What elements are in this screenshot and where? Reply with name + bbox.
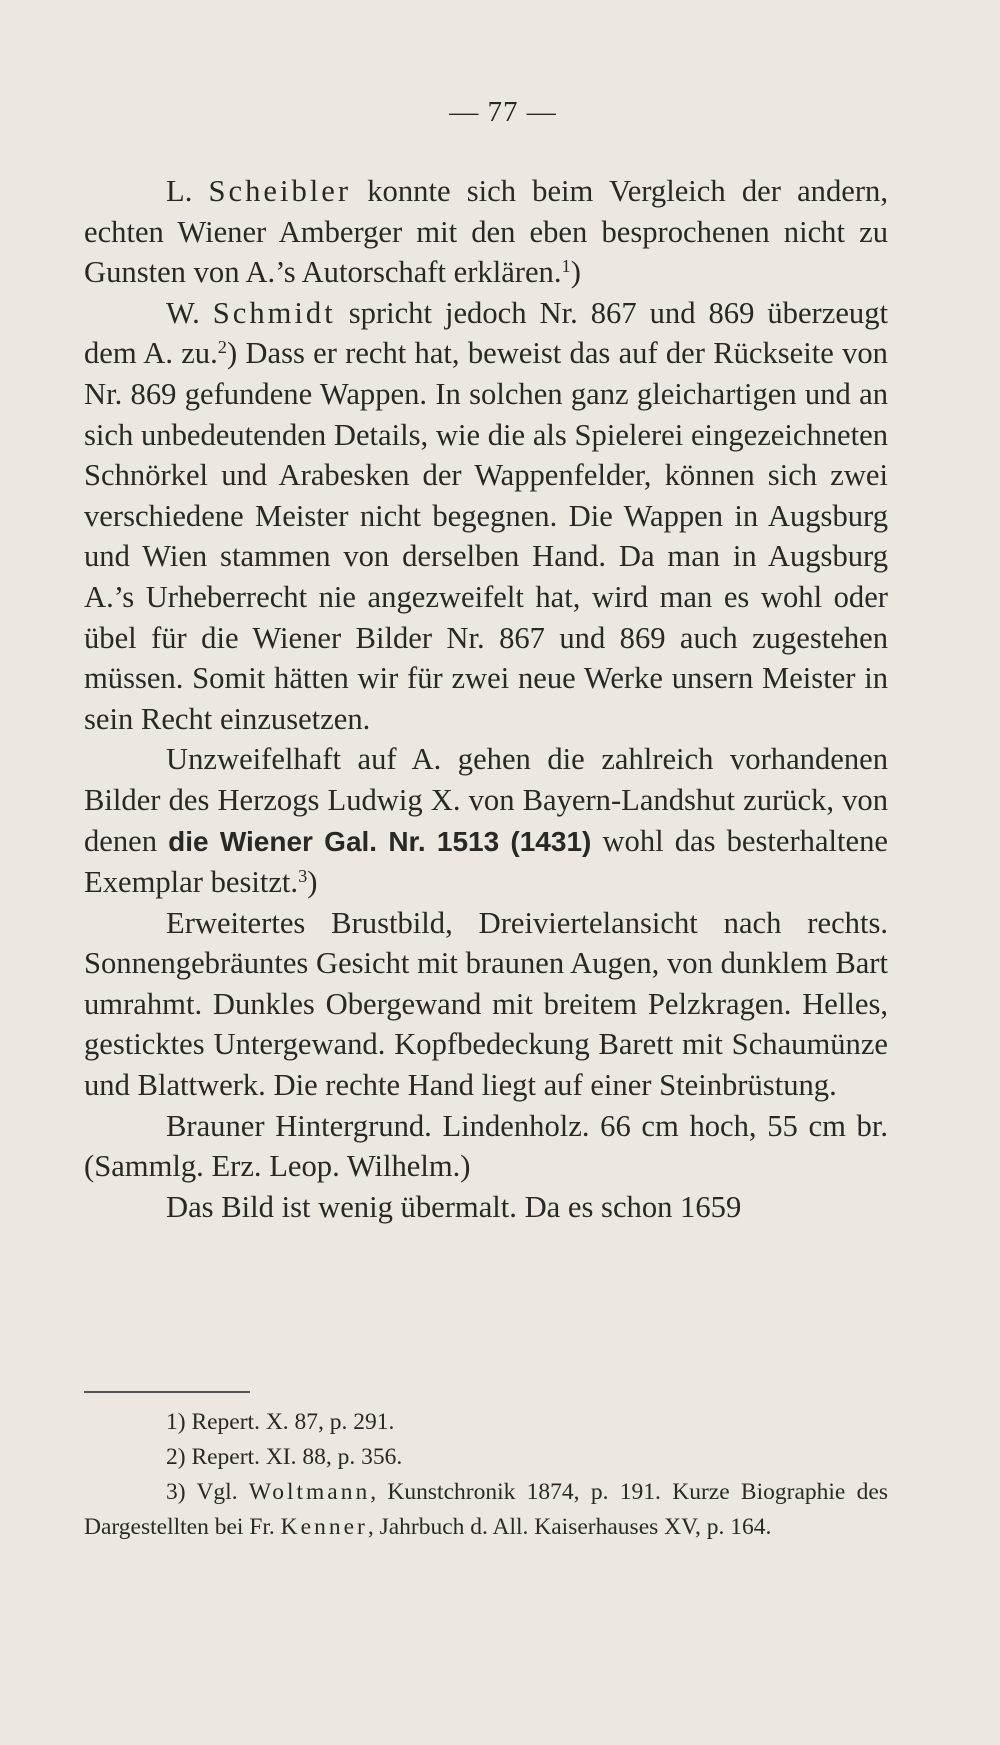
footnote-ref-3: 3 [298,866,308,886]
footnotes [84,1405,888,1545]
text-run: , Kunstchronik 1874, p. 191. Kurze Biographie des Dargestellten bei Fr. [84,1479,888,1540]
text-run: konnte sich beim Vergleich der andern, echten Wiener Amberger mit den eben besprochenen nicht zu Gunsten von A.’s Autorschaft erklären. [84,174,888,290]
body-text [84,171,888,1227]
footnote-divider [84,1391,250,1393]
author-name-woltmann: Woltmann [248,1479,371,1505]
paragraph-2 [84,293,888,740]
footnote-1: 1) Repert. X. 87, p. 291. [166,1409,395,1435]
page-number: — 77 — [449,96,557,128]
text-run: spricht jedoch Nr. 867 und 869 überzeugt dem A. zu. [84,295,888,371]
footnote-3 [84,1475,888,1545]
footnote-2: 2) Repert. XI. 88, p. 356. [166,1444,403,1470]
text-run: Unzweifelhaft auf A. gehen die zahlreich vorhandenen Bilder des Herzogs Ludwig X. von Bayern-Landshut zurück, von denen [84,742,888,858]
text-run: ) [307,865,318,900]
paragraph-4: Erweitertes Brustbild, Dreiviertelansicht nach rechts. Sonnengebräuntes Gesicht mit braunen Augen, von dunklem Bart umrahmt. Dunkles Obergewand mit breitem Pelzkragen. Helles, gesticktes Untergewand. Kopfbedeckung Barett mit Schaumünze und Blattwerk. Die rechte Hand liegt auf einer Steinbrüstung. [84,905,888,1103]
text-run: wohl das besterhaltene Exemplar besitzt. [84,823,889,900]
author-name-scheibler: Scheibler [208,174,352,208]
text-run: , Jahrbuch d. All. Kaiserhauses XV, p. 164. [367,1514,772,1540]
stamped-insertion: die Wiener Gal. Nr. 1513 (1431) [168,825,592,857]
text-run: W. [166,295,213,330]
footnote-ref-1: 1 [561,256,571,277]
paragraph-3 [84,739,888,902]
footnote-ref-2: 2 [217,337,227,358]
text-run: ) [570,255,581,290]
text-run: L. [166,174,209,208]
paragraph-6: Das Bild ist wenig übermalt. Da es schon 1659 [166,1189,742,1224]
paragraph-1 [84,171,888,293]
paragraph-5: Brauner Hintergrund. Lindenholz. 66 cm hoch, 55 cm br. (Sammlg. Erz. Leop. Wilhelm.) [84,1108,888,1184]
text-run: ) Dass er recht hat, beweist das auf der Rückseite von Nr. 869 gefundene Wappen. In solchen ganz gleichartigen und an sich unbedeutenden Details, wie die als Spielerei eingezeichneten Schnörkel und Arabesken der Wappenfelder, können sich zwei verschiedene Meister nicht begegnen. Die Wappen in Augsburg und Wien stammen von derselben Hand. Da man in Augsburg A.’s Urheberrecht nie angezweifelt hat, wird man es wohl oder übel für die Wiener Bilder Nr. 867 und 869 auch zugestehen müssen. Somit hätten wir für zwei neue Werke unsern Meister in sein Recht einzusetzen. [84,336,888,736]
author-name-kenner: Kenner [280,1514,368,1540]
text-run: 3) Vgl. [166,1479,249,1505]
author-name-schmidt: Schmidt [212,295,336,330]
